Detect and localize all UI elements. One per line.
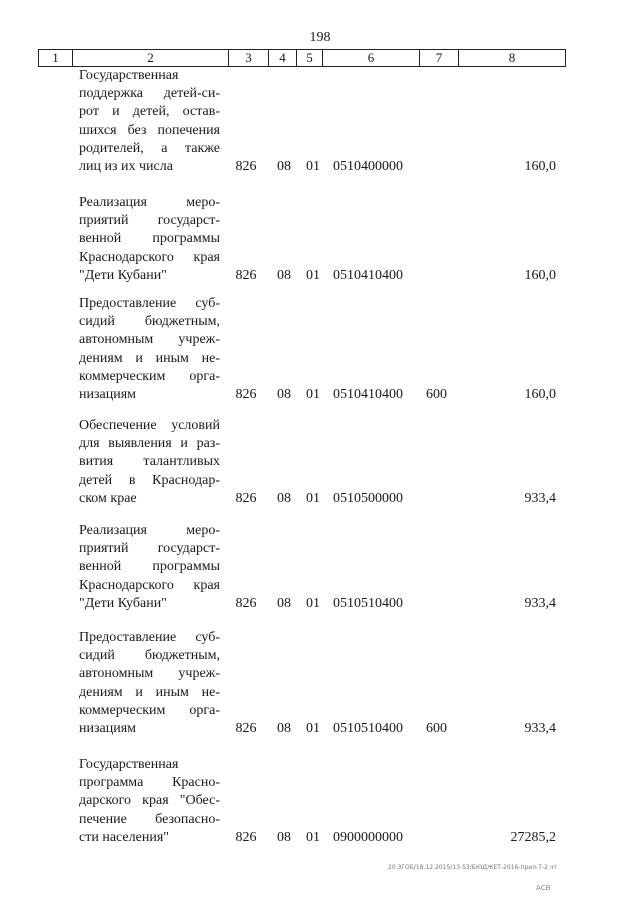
row-col-7-expense-type: 600 [426, 387, 447, 402]
header-col-8: 8 [508, 50, 516, 65]
row-col-5-subsection: 01 [306, 387, 320, 402]
row-col-4-section: 08 [277, 595, 291, 611]
description-line: сидий бюджетным, [79, 648, 220, 664]
row-col-5-subsection: 01 [306, 490, 320, 506]
description-line: программа Красно- [79, 775, 220, 791]
description-line: поддержка детей-си- [79, 86, 220, 102]
footer-file-path: 20 ЗГОБ/18.12.2015/13-53/БЮДЖЕТ-2016-прил-7-2.чт [388, 864, 557, 871]
row-col-6-target-code: 0510410400 [333, 387, 403, 402]
row-col-6-target-code: 0510510400 [333, 721, 403, 736]
page-number: 198 [309, 30, 331, 45]
row-col-6-target-code: 0900000000 [333, 829, 403, 845]
row-col-4-section: 08 [277, 490, 291, 506]
row-col-3-code: 826 [235, 267, 257, 283]
row-description [79, 417, 220, 508]
description-line: лиц из их числа [79, 159, 173, 175]
row-col-7-expense-type: 600 [426, 721, 447, 736]
description-line: сидий бюджетным, [79, 314, 220, 330]
row-col-4-section: 08 [277, 387, 291, 402]
description-line: автономным учреж- [79, 666, 220, 682]
row-col-3-code: 826 [235, 159, 257, 174]
row-col-8-amount: 160,0 [524, 159, 556, 174]
row-col-3-code: 826 [235, 595, 257, 611]
row-col-8-amount: 933,4 [524, 490, 556, 506]
description-line: венной программы [79, 559, 220, 575]
row-description [79, 295, 220, 404]
row-col-3-code: 826 [235, 387, 257, 402]
description-line: Краснодарского края [79, 249, 220, 265]
row-col-3-code: 826 [235, 829, 257, 845]
row-col-6-target-code: 0510510400 [333, 595, 403, 611]
description-line: приятий государст- [79, 213, 220, 229]
description-line: Реализация меро- [79, 523, 220, 538]
row-description [79, 194, 220, 285]
description-line: "Дети Кубани" [79, 267, 167, 283]
row-col-8-amount: 27285,2 [510, 829, 556, 845]
header-col-6: 6 [323, 50, 420, 66]
row-description [79, 629, 220, 738]
description-line: низациям [79, 387, 137, 403]
description-line: Обеспечение условий [79, 418, 220, 433]
row-col-4-section: 08 [277, 721, 291, 736]
description-line: коммерческим орга- [79, 702, 220, 718]
header-col-2: 2 [73, 50, 229, 66]
table-header-row [38, 49, 566, 67]
row-col-8-amount: 933,4 [524, 721, 556, 736]
row-col-6-target-code: 0510500000 [333, 490, 403, 506]
description-line: Краснодарского края [79, 577, 220, 593]
description-line: вития талантливых [79, 454, 220, 470]
description-line: Предоставление суб- [79, 630, 220, 645]
description-line: детей в Краснодар- [79, 472, 220, 488]
row-col-8-amount: 160,0 [524, 267, 556, 283]
row-col-8-amount: 933,4 [524, 595, 556, 611]
header-col-7: 7 [420, 50, 459, 66]
header-col-4: 4 [269, 50, 297, 66]
description-line: дениям и иным не- [79, 350, 220, 366]
row-col-5-subsection: 01 [306, 721, 320, 736]
row-description [79, 756, 220, 847]
row-col-6-target-code: 0510400000 [333, 159, 403, 174]
row-col-5-subsection: 01 [306, 595, 320, 611]
row-col-4-section: 08 [277, 159, 291, 174]
row-col-3-code: 826 [235, 490, 257, 506]
description-line: "Дети Кубани" [79, 595, 167, 611]
description-line: сти населения" [79, 829, 169, 845]
description-line: приятий государст- [79, 541, 220, 557]
description-line: рот и детей, остав- [79, 104, 220, 120]
description-line: дениям и иным не- [79, 684, 220, 700]
description-line: Государственная [79, 757, 179, 772]
row-col-5-subsection: 01 [306, 267, 320, 283]
description-line: коммерческим орга- [79, 368, 220, 384]
header-col-5: 5 [297, 50, 323, 66]
description-line: родителей, а также [79, 140, 220, 156]
description-line: ском крае [79, 490, 137, 506]
header-col-1: 1 [39, 50, 73, 66]
description-line: автономным учреж- [79, 332, 220, 348]
description-line: Предоставление суб- [79, 296, 220, 311]
row-col-3-code: 826 [235, 721, 257, 736]
description-line: Реализация меро- [79, 195, 220, 210]
row-col-6-target-code: 0510410400 [333, 267, 403, 283]
description-line: для выявления и раз- [79, 436, 220, 452]
row-col-8-amount: 160,0 [524, 387, 556, 402]
description-line: низациям [79, 721, 137, 737]
row-col-4-section: 08 [277, 829, 291, 845]
description-line: печение безопасно- [79, 811, 220, 827]
row-col-5-subsection: 01 [306, 829, 320, 845]
description-line: Государственная [79, 68, 179, 83]
row-description [79, 522, 220, 613]
description-line: венной программы [79, 231, 220, 247]
row-col-5-subsection: 01 [306, 159, 320, 174]
corner-mark: АСВ [536, 884, 551, 892]
description-line: шихся без попечения [79, 122, 220, 138]
row-col-4-section: 08 [277, 267, 291, 283]
description-line: дарского края "Обес- [79, 793, 220, 809]
row-description [79, 67, 220, 176]
header-col-3: 3 [229, 50, 269, 66]
